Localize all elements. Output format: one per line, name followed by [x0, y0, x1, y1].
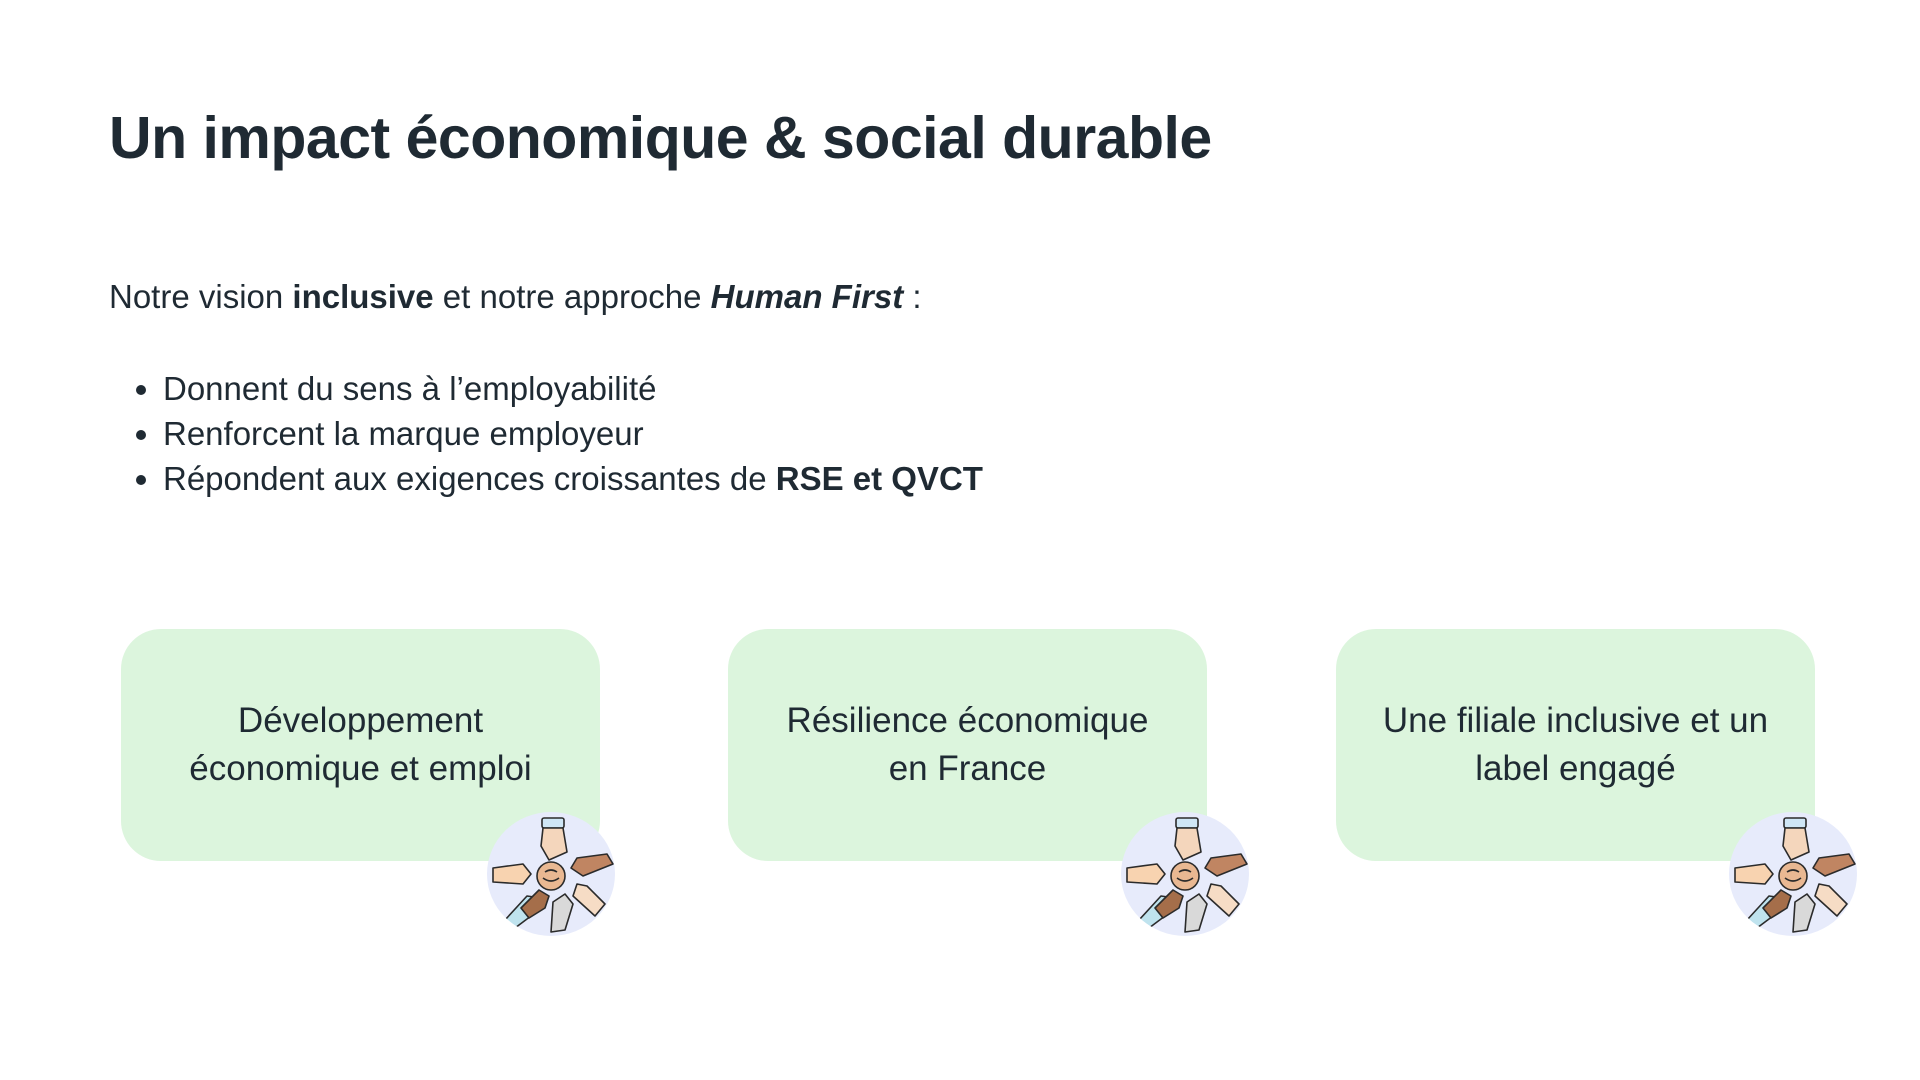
bullet-bold-rse-qvct: RSE et QVCT — [775, 460, 983, 497]
bullet-text: Répondent aux exigences croissantes de — [163, 460, 776, 497]
fist-bump-hands-icon — [487, 812, 615, 936]
intro-bold-inclusive: inclusive — [292, 278, 434, 315]
bullet-list — [109, 366, 983, 501]
card-filiale-inclusive — [1336, 629, 1815, 861]
fist-bump-hands-icon — [1729, 812, 1857, 936]
intro-part-3: : — [903, 278, 922, 315]
intro-human-first: Human First — [710, 278, 904, 315]
intro-part-2: et notre approche — [433, 278, 711, 315]
bullet-text: Renforcent la marque employeur — [163, 415, 644, 452]
slide-title: Un impact économique & social durable — [109, 105, 1212, 171]
bullet-item — [109, 456, 983, 501]
intro-part-1: Notre vision — [109, 278, 293, 315]
bullet-dot-icon — [136, 430, 146, 440]
card-resilience-economique — [728, 629, 1207, 861]
card-label: Résilience économique en France — [786, 701, 1149, 788]
fist-bump-hands-icon — [1121, 812, 1249, 936]
bullet-item — [109, 366, 983, 411]
bullet-dot-icon — [136, 475, 146, 485]
bullet-text: Donnent du sens à l’employabilité — [163, 370, 657, 407]
card-label: Une filiale inclusive et un label engagé — [1382, 701, 1769, 788]
bullet-dot-icon — [136, 385, 146, 395]
card-label: Développement économique et emploi — [189, 701, 532, 788]
intro-text — [109, 278, 922, 316]
bullet-item — [109, 411, 983, 456]
